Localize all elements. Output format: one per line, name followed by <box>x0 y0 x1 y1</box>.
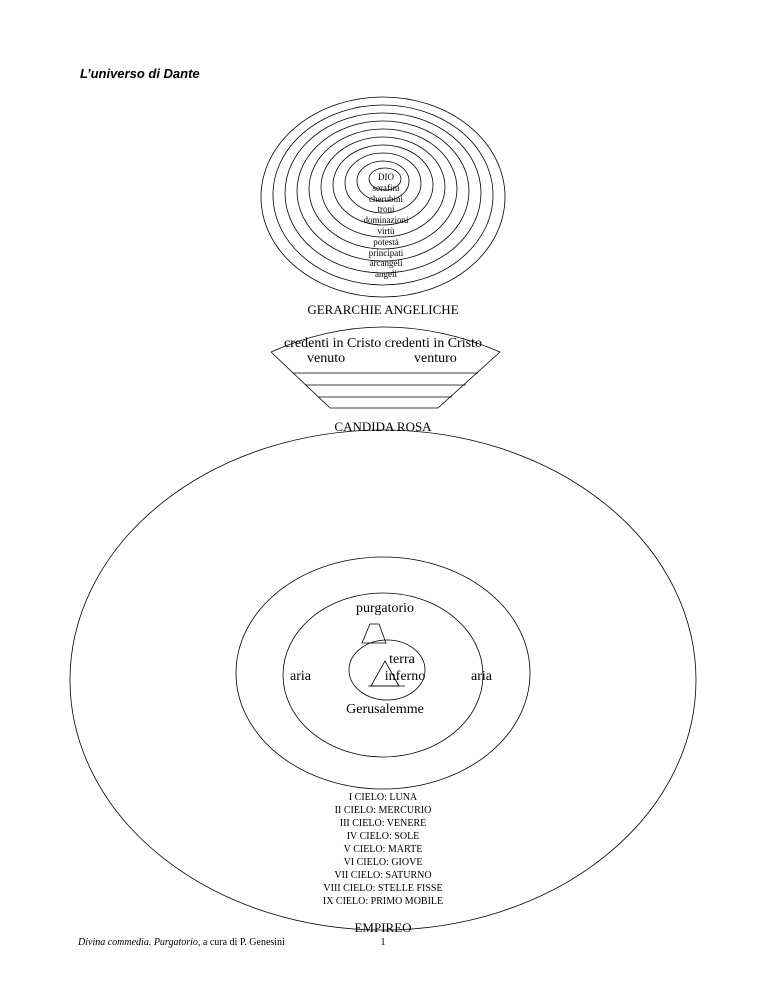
hierarchy-item: virtù <box>377 225 395 236</box>
rose-caption: CANDIDA ROSA <box>334 419 432 434</box>
hierarchy-item: angeli <box>375 269 397 280</box>
hierarchy-item: principati <box>368 247 404 258</box>
hierarchy-item: DIO <box>378 172 394 182</box>
hierarchy-item: troni <box>377 204 395 215</box>
footer-editor: , a cura di P. Genesini <box>197 937 285 948</box>
heaven-item: VI CIELO: GIOVE <box>343 857 423 868</box>
rose-label-venuto: venuto <box>307 351 346 366</box>
hierarchy-item: cherubini <box>369 193 403 204</box>
hierarchy-list <box>333 172 439 280</box>
hierarchy-item: dominazioni <box>363 215 409 226</box>
page-title: L’universo di Dante <box>80 66 200 81</box>
page-number: 1 <box>380 937 386 948</box>
heaven-item: II CIELO: MERCURIO <box>334 805 432 816</box>
label-inferno: inferno <box>384 669 426 684</box>
hierarchy-item: arcangeli <box>369 258 403 269</box>
rose-label-main: credenti in Cristo credenti in Cristo <box>284 336 482 351</box>
label-terra: terra <box>389 652 415 667</box>
hierarchy-item: potestà <box>373 236 399 247</box>
hierarchies-caption: GERARCHIE ANGELICHE <box>307 302 459 317</box>
label-aria-right: aria <box>471 669 492 684</box>
heaven-item: III CIELO: VENERE <box>339 818 427 829</box>
label-purgatorio: purgatorio <box>355 601 415 616</box>
footer-work-title: Divina commedia. Purgatorio <box>78 937 198 948</box>
label-aria-left: aria <box>290 669 311 684</box>
heaven-item: IV CIELO: SOLE <box>346 831 420 842</box>
heaven-item: VIII CIELO: STELLE FISSE <box>323 883 443 894</box>
footer-citation <box>78 937 285 948</box>
heaven-item: I CIELO: LUNA <box>348 792 418 803</box>
label-gerusalemme: Gerusalemme <box>346 702 424 717</box>
heaven-item: VII CIELO: SATURNO <box>334 870 432 881</box>
hierarchy-item: serafini <box>372 182 400 193</box>
heaven-item: V CIELO: MARTE <box>343 844 423 855</box>
empyrean-label: EMPIREO <box>354 920 412 935</box>
heavens-list <box>283 791 483 908</box>
rose-label-venturo: venturo <box>414 351 457 366</box>
heaven-item: IX CIELO: PRIMO MOBILE <box>322 896 444 907</box>
